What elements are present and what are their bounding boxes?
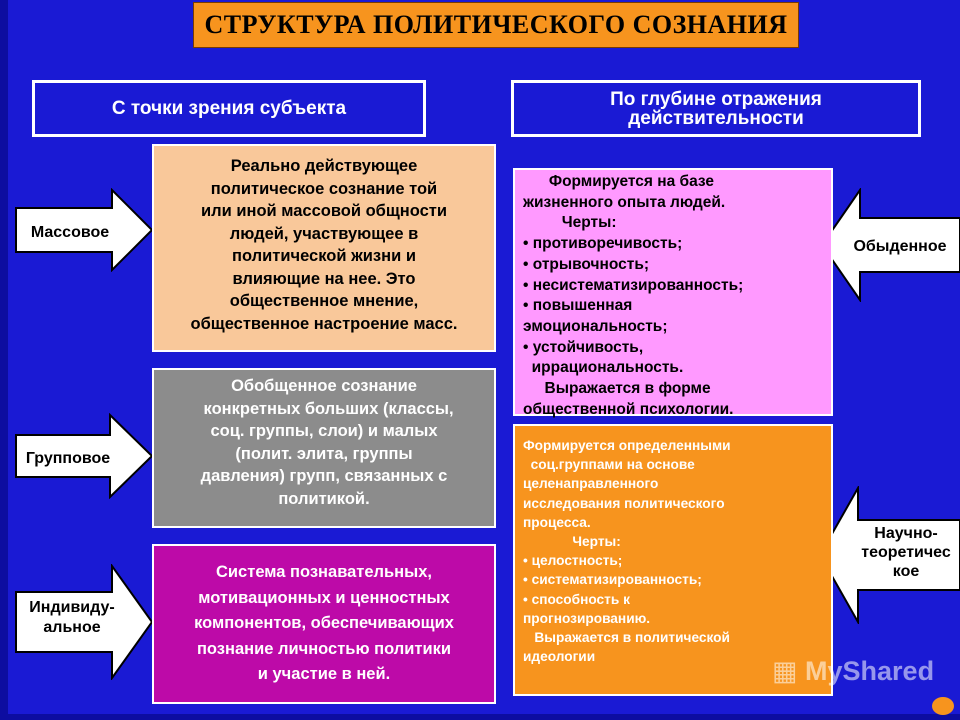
ordinary-line: Черты: bbox=[523, 214, 617, 232]
group-description-box bbox=[152, 368, 496, 528]
arrow-ordinary bbox=[820, 188, 960, 302]
individual-line: Система познавательных, bbox=[216, 563, 432, 581]
header-depth-label: По глубине отражения действительности bbox=[610, 88, 822, 129]
scientific-line: Формируется определенными bbox=[523, 438, 731, 453]
group-line: политикой. bbox=[278, 489, 370, 508]
header-subject bbox=[32, 80, 426, 137]
arrow-mass-label: Массовое bbox=[30, 224, 110, 241]
group-line: (полит. элита, группы bbox=[235, 444, 413, 463]
slide-title: СТРУКТУРА ПОЛИТИЧЕСКОГО СОЗНАНИЯ bbox=[193, 2, 799, 48]
watermark bbox=[772, 656, 934, 687]
arrow-scientific bbox=[818, 486, 960, 624]
scientific-line: • способность к bbox=[523, 591, 630, 607]
header-depth bbox=[511, 80, 921, 137]
ordinary-line: иррациональность. bbox=[523, 359, 684, 377]
ordinary-line: • повышенная bbox=[523, 297, 633, 315]
scientific-line: • целостность; bbox=[523, 553, 623, 569]
ordinary-line: • противоречивость; bbox=[523, 235, 683, 253]
header-subject-label: С точки зрения субъекта bbox=[111, 98, 347, 119]
arrow-individual-label-2: альное bbox=[43, 619, 101, 636]
bottom-accent-bar bbox=[0, 714, 960, 720]
scientific-line: идеологии bbox=[523, 649, 596, 665]
arrow-scientific-label-1: Научно- bbox=[874, 525, 938, 542]
mass-line: Реально действующее bbox=[230, 157, 418, 175]
scientific-line: соц.группами на основе bbox=[523, 457, 695, 473]
individual-line: мотивационных и ценностных bbox=[198, 588, 450, 607]
mass-line: общественное настроение масс. bbox=[190, 314, 458, 333]
ordinary-line: • несистематизированность; bbox=[523, 276, 744, 294]
nav-dot-icon[interactable] bbox=[932, 697, 954, 715]
individual-line: познание личностью политики bbox=[196, 639, 452, 658]
scientific-line: целенаправленного bbox=[523, 476, 659, 492]
group-line: давления) групп, связанных с bbox=[200, 467, 448, 485]
ordinary-line: Выражается в форме bbox=[523, 380, 711, 398]
ordinary-line: • отрывочность; bbox=[523, 255, 650, 273]
arrow-group-label: Групповое bbox=[25, 450, 111, 467]
scientific-line: исследования политического bbox=[523, 495, 725, 511]
arrow-scientific-label-2: теоретичес bbox=[861, 544, 951, 561]
scientific-line: Выражается в политической bbox=[523, 630, 730, 646]
ordinary-line: общественной психологии. bbox=[523, 400, 734, 418]
group-line: соц. группы, слои) и малых bbox=[210, 422, 438, 440]
left-accent-bar bbox=[0, 0, 8, 720]
mass-description-box bbox=[152, 144, 496, 352]
arrow-ordinary-label: Обыденное bbox=[853, 238, 947, 255]
mass-line: политической жизни и bbox=[232, 247, 416, 265]
scientific-line: • систематизированность; bbox=[523, 572, 702, 588]
group-line: конкретных больших (классы, bbox=[194, 399, 454, 418]
individual-description-box bbox=[152, 544, 496, 704]
mass-line: или иной массовой общности bbox=[200, 202, 448, 220]
arrow-individual bbox=[14, 564, 154, 680]
mass-line: политическое сознание той bbox=[210, 179, 438, 198]
arrow-mass bbox=[14, 188, 154, 272]
individual-line: компонентов, обеспечивающих bbox=[194, 614, 454, 632]
mass-line: людей, участвующее в bbox=[229, 224, 419, 243]
individual-line: и участие в ней. bbox=[257, 665, 391, 683]
arrow-individual-label-1: Индивиду- bbox=[29, 599, 115, 616]
arrow-group bbox=[14, 413, 154, 499]
scientific-line: прогнозированию. bbox=[523, 610, 651, 626]
ordinary-line: • устойчивость, bbox=[523, 338, 644, 356]
ordinary-line: эмоциональность; bbox=[523, 317, 668, 335]
ordinary-description-box bbox=[513, 168, 833, 416]
arrow-scientific-label-3: кое bbox=[892, 563, 920, 580]
group-line: Обобщенное сознание bbox=[231, 377, 417, 395]
scientific-line: Черты: bbox=[523, 534, 621, 550]
ordinary-line: жизненного опыта людей. bbox=[523, 193, 726, 211]
watermark-icon: ▦ bbox=[772, 656, 806, 686]
mass-line: общественное мнение, bbox=[229, 292, 419, 310]
watermark-text: MyShared bbox=[805, 656, 935, 686]
scientific-line: процесса. bbox=[523, 514, 591, 530]
ordinary-line: Формируется на базе bbox=[523, 173, 715, 190]
mass-line: влияющие на нее. Это bbox=[232, 269, 416, 288]
